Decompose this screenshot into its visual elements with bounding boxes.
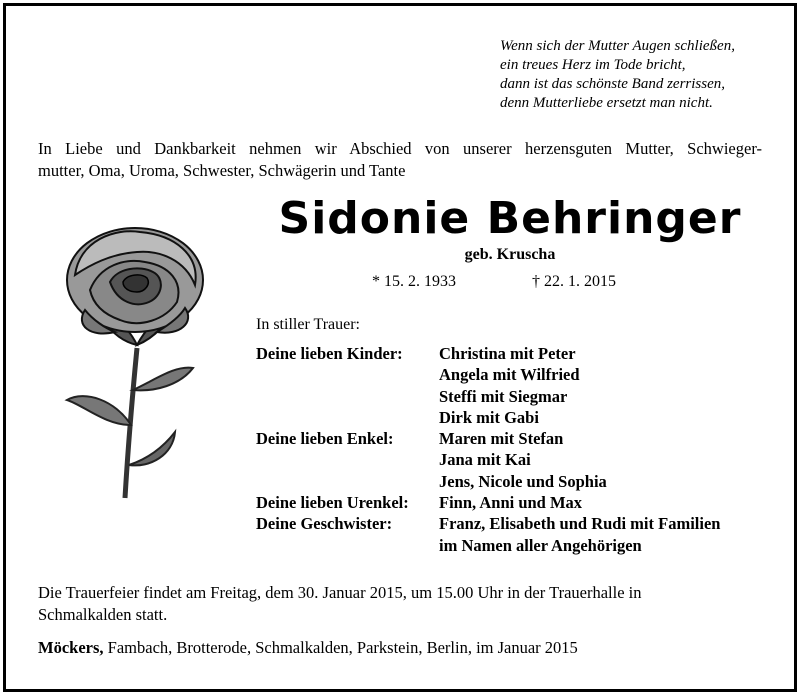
relation-names: Jens, Nicole und Sophia (439, 471, 607, 491)
relation-names: Jana mit Kai (439, 450, 531, 470)
poem-line: ein treues Herz im Tode bricht, (500, 57, 686, 73)
relation-label (256, 471, 439, 492)
relation-label: Deine lieben Kinder: (256, 344, 403, 363)
maiden-name: geb. Kruscha (464, 246, 556, 263)
family-row (256, 364, 720, 385)
family-row (256, 492, 720, 513)
places-line (38, 638, 578, 658)
poem-line: denn Mutterliebe ersetzt man nicht. (500, 95, 713, 111)
relation-names: im Namen aller Angehörigen (439, 535, 642, 555)
intro-text (38, 138, 762, 182)
intro-line: In Liebe und Dankbarkeit nehmen wir Abschied von unserer herzensguten Mutter, Schwieger- (38, 139, 762, 158)
family-row (256, 386, 720, 407)
family-row (256, 535, 720, 556)
relation-label: Deine lieben Urenkel: (256, 493, 409, 513)
family-row (256, 343, 720, 364)
family-row (256, 428, 720, 449)
deceased-name: Sidonie Behringer (278, 193, 742, 244)
mourning-label: In stiller Trauer: (256, 316, 360, 333)
relation-label (256, 449, 439, 470)
poem-line: dann ist das schönste Band zerrissen, (500, 76, 725, 92)
family-row (256, 513, 720, 534)
funeral-info: Die Trauerfeier findet am Freitag, dem 30. Januar 2015, um 15.00 Uhr in der Trauerhalle in Schmalkalden statt. (38, 583, 642, 624)
relation-names: Maren mit Stefan (439, 429, 564, 449)
relation-names: Dirk mit Gabi (439, 407, 539, 427)
relation-label: Deine Geschwister: (256, 514, 393, 534)
relation-label (256, 535, 439, 556)
relation-names: Steffi mit Siegmar (439, 386, 568, 406)
family-row (256, 471, 720, 492)
relation-names: Angela mit Wilfried (439, 365, 580, 385)
relation-label (256, 386, 439, 407)
family-row (256, 407, 720, 428)
relation-label: Deine lieben Enkel: (256, 429, 394, 449)
relation-names: Christina mit Peter (439, 344, 576, 363)
places-rest: Fambach, Brotterode, Schmalkalden, Parkstein, Berlin, im Januar 2015 (103, 638, 578, 657)
family-list (256, 343, 720, 556)
places-lead: Möckers, (38, 638, 104, 657)
relation-label (256, 407, 439, 428)
poem-line: Wenn sich der Mutter Augen schließen, (500, 38, 735, 54)
family-row (256, 449, 720, 470)
poem (500, 37, 790, 113)
death-date: † 22. 1. 2015 (532, 273, 616, 290)
birth-date: * 15. 2. 1933 (372, 273, 456, 290)
relation-names: Finn, Anni und Max (439, 493, 583, 513)
relation-names: Franz, Elisabeth und Rudi mit Familien (439, 514, 721, 534)
intro-line: mutter, Oma, Uroma, Schwester, Schwägerin und Tante (38, 161, 406, 180)
relation-label (256, 364, 439, 385)
rose-icon (45, 220, 220, 500)
